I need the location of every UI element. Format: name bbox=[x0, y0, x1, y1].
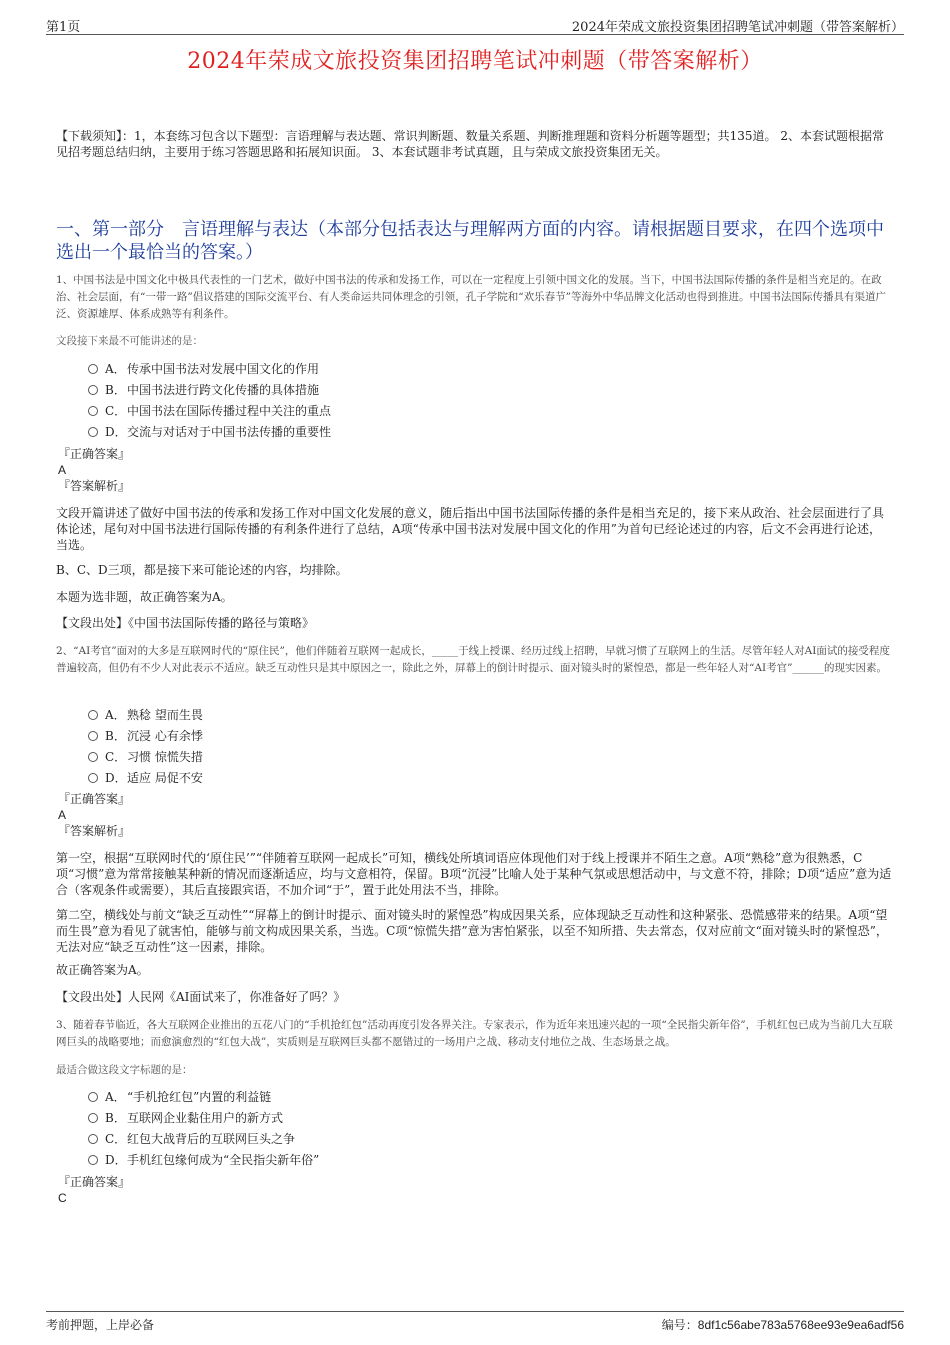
option-d[interactable]: D． 适应 局促不安 bbox=[88, 767, 203, 788]
option-a[interactable]: A． “手机抢红包”内置的利益链 bbox=[88, 1086, 319, 1107]
question-2-source: 【文段出处】人民网《AI面试来了，你准备好了吗？》 bbox=[56, 990, 346, 1004]
option-b[interactable]: B． 中国书法进行跨文化传播的具体措施 bbox=[88, 379, 331, 400]
analysis-heading: 『答案解析』 bbox=[58, 479, 131, 493]
option-d[interactable]: D． 交流与对话对于中国书法传播的重要性 bbox=[88, 421, 331, 442]
question-2-analysis-1: 第一空，根据“互联网时代的‘原住民’”“伴随着互联网一起成长”可知，横线处所填词语应体现他们对于线上授课并不陌生之意。A项“熟稔”意为很熟悉，C项“习惯”意为常常接触某种新的情况而逐渐适应，均与文意相符，保留。B项“沉浸”比喻人处于某种气氛或思想活动中，与文意不符，排除；D项“适应”意为适合（客观条件或需要），其后直接跟宾语，不加介词“于”，置于此处用法不当，排除。 bbox=[56, 851, 892, 897]
question-1-analysis-2: B、C、D三项，都是接下来可能论述的内容，均排除。 bbox=[56, 563, 348, 577]
download-notice: 【下载须知】：1，本套练习包含以下题型：言语理解与表达题、常识判断题、数量关系题、判断推理题和资料分析题等题型；共135道。 2、本套试题根据常见招考题总结归纳，主要用于练习答题思路和拓展知识面。 3、本套试题非考试真题，且与荣成文旅投资集团无关。 bbox=[56, 129, 884, 159]
page-header bbox=[46, 14, 904, 35]
page-footer bbox=[46, 1311, 904, 1338]
question-1-analysis-3: 本题为选非题，故正确答案为A。 bbox=[56, 590, 233, 604]
question-2-analysis-2: 第二空，横线处与前文“缺乏互动性”“屏幕上的倒计时提示、面对镜头时的紧惶恐”构成因果关系，应体现缺乏互动性和这种紧张、恐慌感带来的结果。A项“望而生畏”意为看见了就害怕，能够与前文构成因果关系，当选。C项“惊慌失措”意为害怕紧张，以至不知所措、失去常态，仅对应前文“面对镜头时的紧惶恐”，无法对应“缺乏互动性”这一因素，排除。 bbox=[56, 908, 888, 954]
option-c[interactable]: C． 红包大战背后的互联网巨头之争 bbox=[88, 1128, 319, 1149]
section-heading: 一、第一部分 言语理解与表达（本部分包括表达与理解两方面的内容。请根据题目要求，在四个选项中选出一个最恰当的答案。） bbox=[56, 219, 884, 263]
question-1-analysis-1: 文段开篇讲述了做好中国书法的传承和发扬工作对中国文化发展的意义，随后指出中国书法国际传播的条件是相当充足的，接下来从政治、社会层面进行了具体论述，尾句对中国书法进行国际传播的有利条件进行了总结，A项“传承中国书法对发展中国文化的作用”为首句已经论述过的内容，后文不会再进行论述，当选。 bbox=[56, 506, 885, 552]
option-b[interactable]: B． 互联网企业黏住用户的新方式 bbox=[88, 1107, 319, 1128]
question-1-prompt: 文段接下来最不可能讲述的是： bbox=[56, 335, 203, 347]
question-1-text: 1、中国书法是中国文化中极具代表性的一门艺术，做好中国书法的传承和发扬工作，可以在一定程度上引领中国文化的发展。当下，中国书法国际传播的条件是相当充足的。在政治、社会层面，有“一带一路”倡议搭建的国际交流平台、有人类命运共同体理念的引领，孔子学院和“欢乐春节”等海外中华品牌文化活动也得到推进。中国书法国际传播具有渠道广泛、资源雄厚、体系成熟等有利条件。 bbox=[56, 274, 886, 320]
question-3-answer bbox=[58, 1174, 130, 1206]
question-1-answer bbox=[58, 446, 130, 494]
radio-icon[interactable] bbox=[88, 752, 98, 762]
answer-value: C bbox=[58, 1191, 67, 1205]
radio-icon[interactable] bbox=[88, 1155, 98, 1165]
option-a[interactable]: A． 传承中国书法对发展中国文化的作用 bbox=[88, 358, 331, 379]
answer-heading: 『正确答案』 bbox=[58, 1175, 131, 1189]
question-1-source: 【文段出处】《中国书法国际传播的路径与策略》 bbox=[56, 616, 315, 630]
question-3-text: 3、随着春节临近，各大互联网企业推出的五花八门的“手机抢红包”活动再度引发各界关注。专家表示，作为近年来迅速兴起的一项“全民指尖新年俗”，手机红包已成为当前几大互联网巨头的战略要地；而愈演愈烈的“红包大战”，实质则是互联网巨头都不愿错过的一场用户之战、移动支付地位之战、生态场景之战。 bbox=[56, 1019, 893, 1048]
option-c[interactable]: C． 习惯 惊慌失措 bbox=[88, 746, 203, 767]
answer-value: A bbox=[58, 463, 67, 477]
question-3-prompt: 最适合做这段文字标题的是： bbox=[56, 1064, 193, 1076]
question-2-options bbox=[88, 704, 203, 788]
option-d[interactable]: D． 手机红包缘何成为“全民指尖新年俗” bbox=[88, 1149, 319, 1170]
option-a[interactable]: A． 熟稔 望而生畏 bbox=[88, 704, 203, 725]
page-number: 第1页 bbox=[46, 20, 81, 35]
analysis-heading: 『答案解析』 bbox=[58, 824, 131, 838]
option-c[interactable]: C． 中国书法在国际传播过程中关注的重点 bbox=[88, 400, 331, 421]
radio-icon[interactable] bbox=[88, 1113, 98, 1123]
radio-icon[interactable] bbox=[88, 1134, 98, 1144]
radio-icon[interactable] bbox=[88, 406, 98, 416]
radio-icon[interactable] bbox=[88, 364, 98, 374]
question-2-answer bbox=[58, 791, 130, 839]
radio-icon[interactable] bbox=[88, 1092, 98, 1102]
radio-icon[interactable] bbox=[88, 385, 98, 395]
document-code: 编号：8df1c56abe783a5768ee93e9ea6adf56 bbox=[661, 1318, 904, 1332]
question-2-analysis-3: 故正确答案为A。 bbox=[56, 963, 149, 977]
radio-icon[interactable] bbox=[88, 427, 98, 437]
footer-slogan: 考前押题，上岸必备 bbox=[46, 1318, 155, 1332]
answer-value: A bbox=[58, 808, 67, 822]
header-doc-title: 2024年荣成文旅投资集团招聘笔试冲刺题（带答案解析） bbox=[571, 20, 904, 35]
radio-icon[interactable] bbox=[88, 773, 98, 783]
question-2-text: 2、“AI考官”面对的大多是互联网时代的“原住民”，他们伴随着互联网一起成长，_____于线上授课、经历过线上招聘，早就习惯了互联网上的生活。尽管年轻人对AI面试的接受程度普遍较高，但仍有不少人对此表示不适应。缺乏互动性只是其中原因之一，除此之外，屏幕上的倒计时提示、面对镜头时的紧惶恐，都是一些年轻人对“AI考官”______的现实因素。 bbox=[56, 645, 890, 674]
question-3-options bbox=[88, 1086, 319, 1170]
document-title: 2024年荣成文旅投资集团招聘笔试冲刺题（带答案解析） bbox=[187, 49, 763, 74]
answer-heading: 『正确答案』 bbox=[58, 447, 131, 461]
answer-heading: 『正确答案』 bbox=[58, 792, 131, 806]
radio-icon[interactable] bbox=[88, 731, 98, 741]
question-1-options bbox=[88, 358, 331, 442]
option-b[interactable]: B． 沉浸 心有余悸 bbox=[88, 725, 203, 746]
radio-icon[interactable] bbox=[88, 710, 98, 720]
